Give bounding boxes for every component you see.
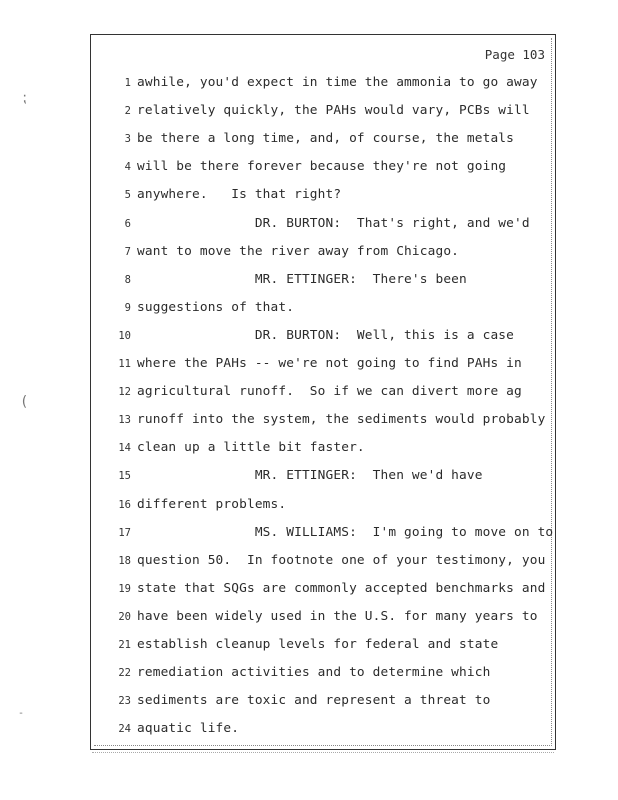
- line-number: 9: [124, 301, 131, 314]
- line-text: aquatic life.: [137, 721, 240, 737]
- transcript-line: [91, 665, 557, 683]
- line-text: want to move the river away from Chicago.: [137, 243, 460, 259]
- transcript-line: [91, 159, 557, 177]
- page-number: Page 103: [484, 47, 545, 62]
- line-number: 3: [124, 133, 131, 146]
- transcript-line: [91, 244, 557, 262]
- line-text: different problems.: [137, 496, 287, 512]
- line-text: suggestions of that.: [137, 299, 295, 315]
- line-number: 18: [118, 554, 131, 567]
- transcript-line: [91, 356, 557, 374]
- line-number: 13: [118, 414, 131, 427]
- line-number: 14: [118, 442, 131, 455]
- line-number: 1: [124, 77, 131, 89]
- line-text: have been widely used in the U.S. for many years to: [137, 608, 538, 624]
- transcript-line: [91, 609, 557, 627]
- line-text: relatively quickly, the PAHs would vary, PCBs will: [137, 103, 530, 119]
- transcript-line: [91, 468, 557, 486]
- transcript-line: [91, 637, 557, 655]
- line-number: 7: [124, 245, 131, 258]
- line-number: 16: [118, 498, 131, 511]
- line-number: 19: [118, 582, 131, 595]
- transcript-page-frame: [90, 34, 556, 750]
- transcript-line: [91, 553, 557, 571]
- line-text: be there a long time, and, of course, the metals: [137, 131, 515, 147]
- transcript-line: [91, 384, 557, 402]
- line-text: state that SQGs are commonly accepted benchmarks and: [137, 580, 546, 596]
- line-text: clean up a little bit faster.: [137, 440, 365, 456]
- transcript-line: [91, 412, 557, 430]
- transcript-line: [91, 131, 557, 149]
- line-number: 4: [124, 161, 131, 174]
- transcript-line: [91, 187, 557, 205]
- line-text: anywhere. Is that right?: [137, 187, 342, 203]
- line-number: 15: [118, 470, 131, 483]
- line-number: 10: [118, 329, 131, 342]
- transcript-line: [91, 75, 557, 93]
- transcript-line: [91, 328, 557, 346]
- line-number: 17: [118, 526, 131, 539]
- line-number: 20: [118, 610, 131, 623]
- line-number: 2: [124, 105, 131, 118]
- line-text: remediation activities and to determine which: [137, 665, 491, 681]
- transcript-line: [91, 272, 557, 290]
- transcript-line: [91, 693, 557, 711]
- line-text: DR. BURTON: Well, this is a case: [137, 327, 515, 343]
- transcript-line: [91, 103, 557, 121]
- line-number: 5: [124, 189, 131, 202]
- transcript-line: [91, 440, 557, 458]
- line-text: MR. ETTINGER: Then we'd have: [137, 468, 483, 484]
- transcript-line: [91, 581, 557, 599]
- line-text: question 50. In footnote one of your testimony, you: [137, 552, 546, 568]
- line-text: sediments are toxic and represent a threat to: [137, 693, 491, 709]
- line-text: agricultural runoff. So if we can divert more ag: [137, 384, 522, 400]
- line-number: 22: [118, 667, 131, 680]
- transcript-line: [91, 497, 557, 515]
- line-number: 21: [118, 639, 131, 651]
- line-number: 12: [118, 386, 131, 399]
- line-number: 6: [124, 217, 131, 230]
- line-text: MR. ETTINGER: There's been: [137, 271, 467, 287]
- transcript-line: [91, 721, 557, 739]
- line-number: 23: [118, 695, 131, 708]
- transcript-line: [91, 525, 557, 543]
- line-text: runoff into the system, the sediments would probably: [137, 412, 546, 428]
- footer-scan-noise: [92, 752, 554, 757]
- margin-mark: -: [18, 708, 25, 719]
- margin-mark: (: [20, 394, 29, 410]
- line-text: DR. BURTON: That's right, and we'd: [137, 215, 530, 231]
- line-text: where the PAHs -- we're not going to find PAHs in: [137, 356, 522, 371]
- margin-mark: ⁏: [22, 90, 27, 106]
- transcript-line: [91, 300, 557, 318]
- line-text: awhile, you'd expect in time the ammonia to go away: [137, 75, 538, 90]
- line-text: will be there forever because they're not going: [137, 159, 507, 175]
- transcript-line: [91, 216, 557, 234]
- line-number: 24: [118, 723, 131, 736]
- line-text: MS. WILLIAMS: I'm going to move on to: [137, 524, 554, 540]
- line-number: 11: [118, 358, 131, 370]
- line-number: 8: [124, 273, 131, 286]
- line-text: establish cleanup levels for federal and state: [137, 637, 499, 652]
